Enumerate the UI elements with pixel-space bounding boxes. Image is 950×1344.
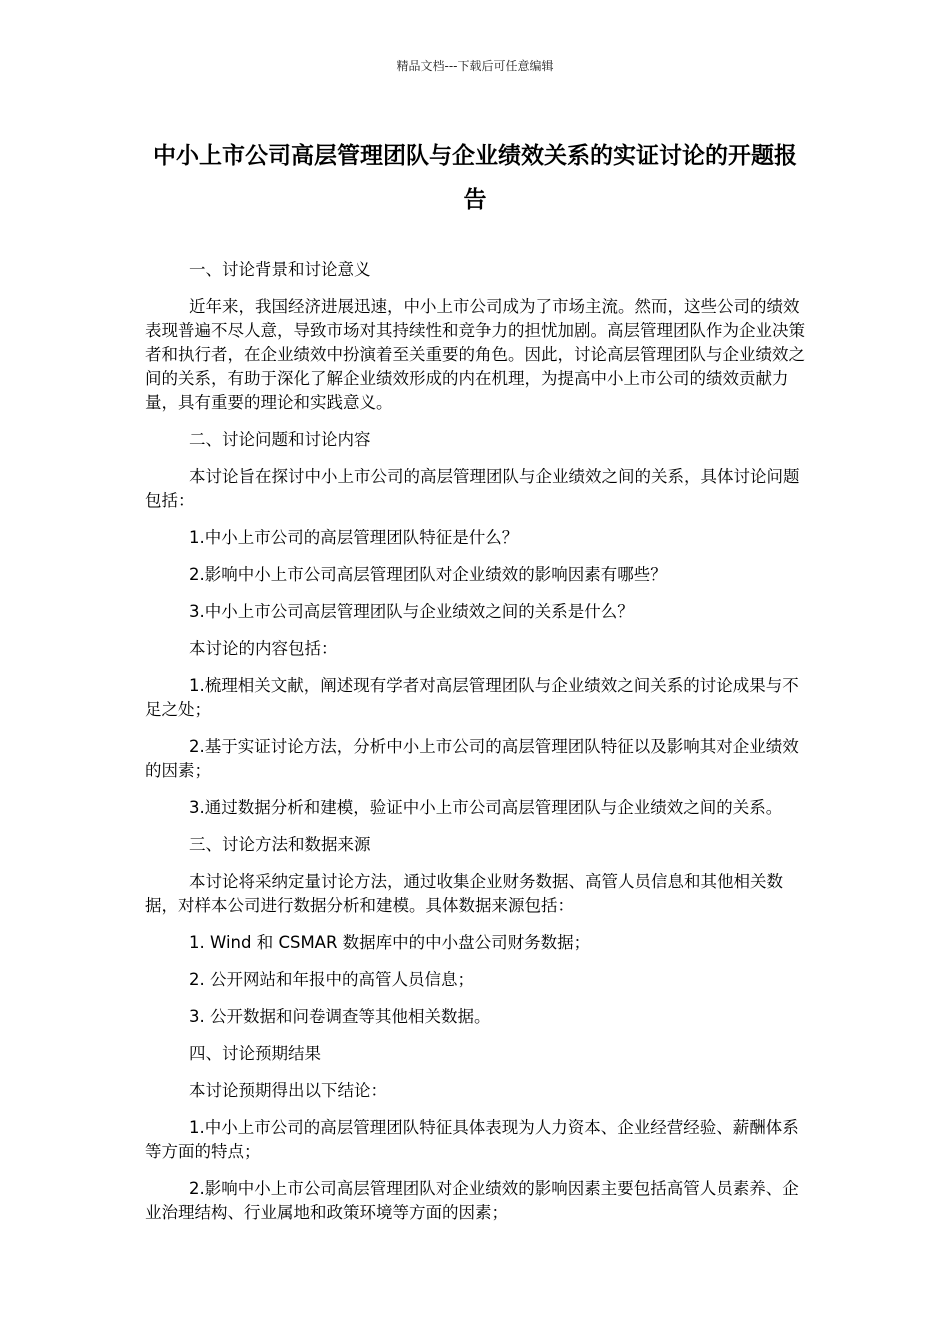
content-item-2: 2.基于实证讨论方法，分析中小上市公司的高层管理团队特征以及影响其对企业绩效的因素； xyxy=(145,737,799,780)
question-item-2: 2.影响中小上市公司高层管理团队对企业绩效的影响因素有哪些？ xyxy=(189,565,667,584)
document-title: 中小上市公司高层管理团队与企业绩效关系的实证讨论的开题报告 xyxy=(153,143,797,213)
data-source-item-3: 3. 公开数据和问卷调查等其他相关数据。 xyxy=(189,1007,491,1026)
header-note: 精品文档---下载后可任意编辑 xyxy=(396,59,554,73)
section-heading-background: 一、讨论背景和讨论意义 xyxy=(189,260,371,279)
content-item-3: 3.通过数据分析和建模，验证中小上市公司高层管理团队与企业绩效之间的关系。 xyxy=(189,798,783,817)
section-heading-questions: 二、讨论问题和讨论内容 xyxy=(189,430,371,449)
paragraph-methods: 本讨论将采纳定量讨论方法，通过收集企业财务数据、高管人员信息和其他相关数据，对样本公司进行数据分析和建模。具体数据来源包括： xyxy=(145,872,783,915)
data-source-item-1: 1. Wind 和 CSMAR 数据库中的中小盘公司财务数据； xyxy=(189,933,591,952)
question-item-1: 1.中小上市公司的高层管理团队特征是什么？ xyxy=(189,528,519,547)
data-source-item-2: 2. 公开网站和年报中的高管人员信息； xyxy=(189,970,474,989)
section-heading-results: 四、讨论预期结果 xyxy=(189,1044,321,1063)
question-item-3: 3.中小上市公司高层管理团队与企业绩效之间的关系是什么？ xyxy=(189,602,634,621)
paragraph-questions-intro: 本讨论旨在探讨中小上市公司的高层管理团队与企业绩效之间的关系，具体讨论问题包括： xyxy=(145,467,800,510)
result-item-2: 2.影响中小上市公司高层管理团队对企业绩效的影响因素主要包括高管人员素养、企业治理结构、行业属地和政策环境等方面的因素； xyxy=(145,1179,799,1222)
paragraph-background: 近年来，我国经济进展迅速，中小上市公司成为了市场主流。然而，这些公司的绩效表现普遍不尽人意，导致市场对其持续性和竞争力的担忧加剧。高层管理团队作为企业决策者和执行者，在企业绩效中扮演着至关重要的角色。因此，讨论高层管理团队与企业绩效之间的关系，有助于深化了解企业绩效形成的内在机理，为提高中小上市公司的绩效贡献力量，具有重要的理论和实践意义。 xyxy=(145,297,805,412)
section-heading-methods: 三、讨论方法和数据来源 xyxy=(189,835,371,854)
paragraph-results-intro: 本讨论预期得出以下结论： xyxy=(189,1081,387,1100)
document-body xyxy=(145,258,813,1238)
result-item-1: 1.中小上市公司的高层管理团队特征具体表现为人力资本、企业经营经验、薪酬体系等方面的特点； xyxy=(145,1118,799,1161)
paragraph-content-intro: 本讨论的内容包括： xyxy=(189,639,338,658)
content-item-1: 1.梳理相关文献，阐述现有学者对高层管理团队与企业绩效之间关系的讨论成果与不足之处； xyxy=(145,676,799,719)
